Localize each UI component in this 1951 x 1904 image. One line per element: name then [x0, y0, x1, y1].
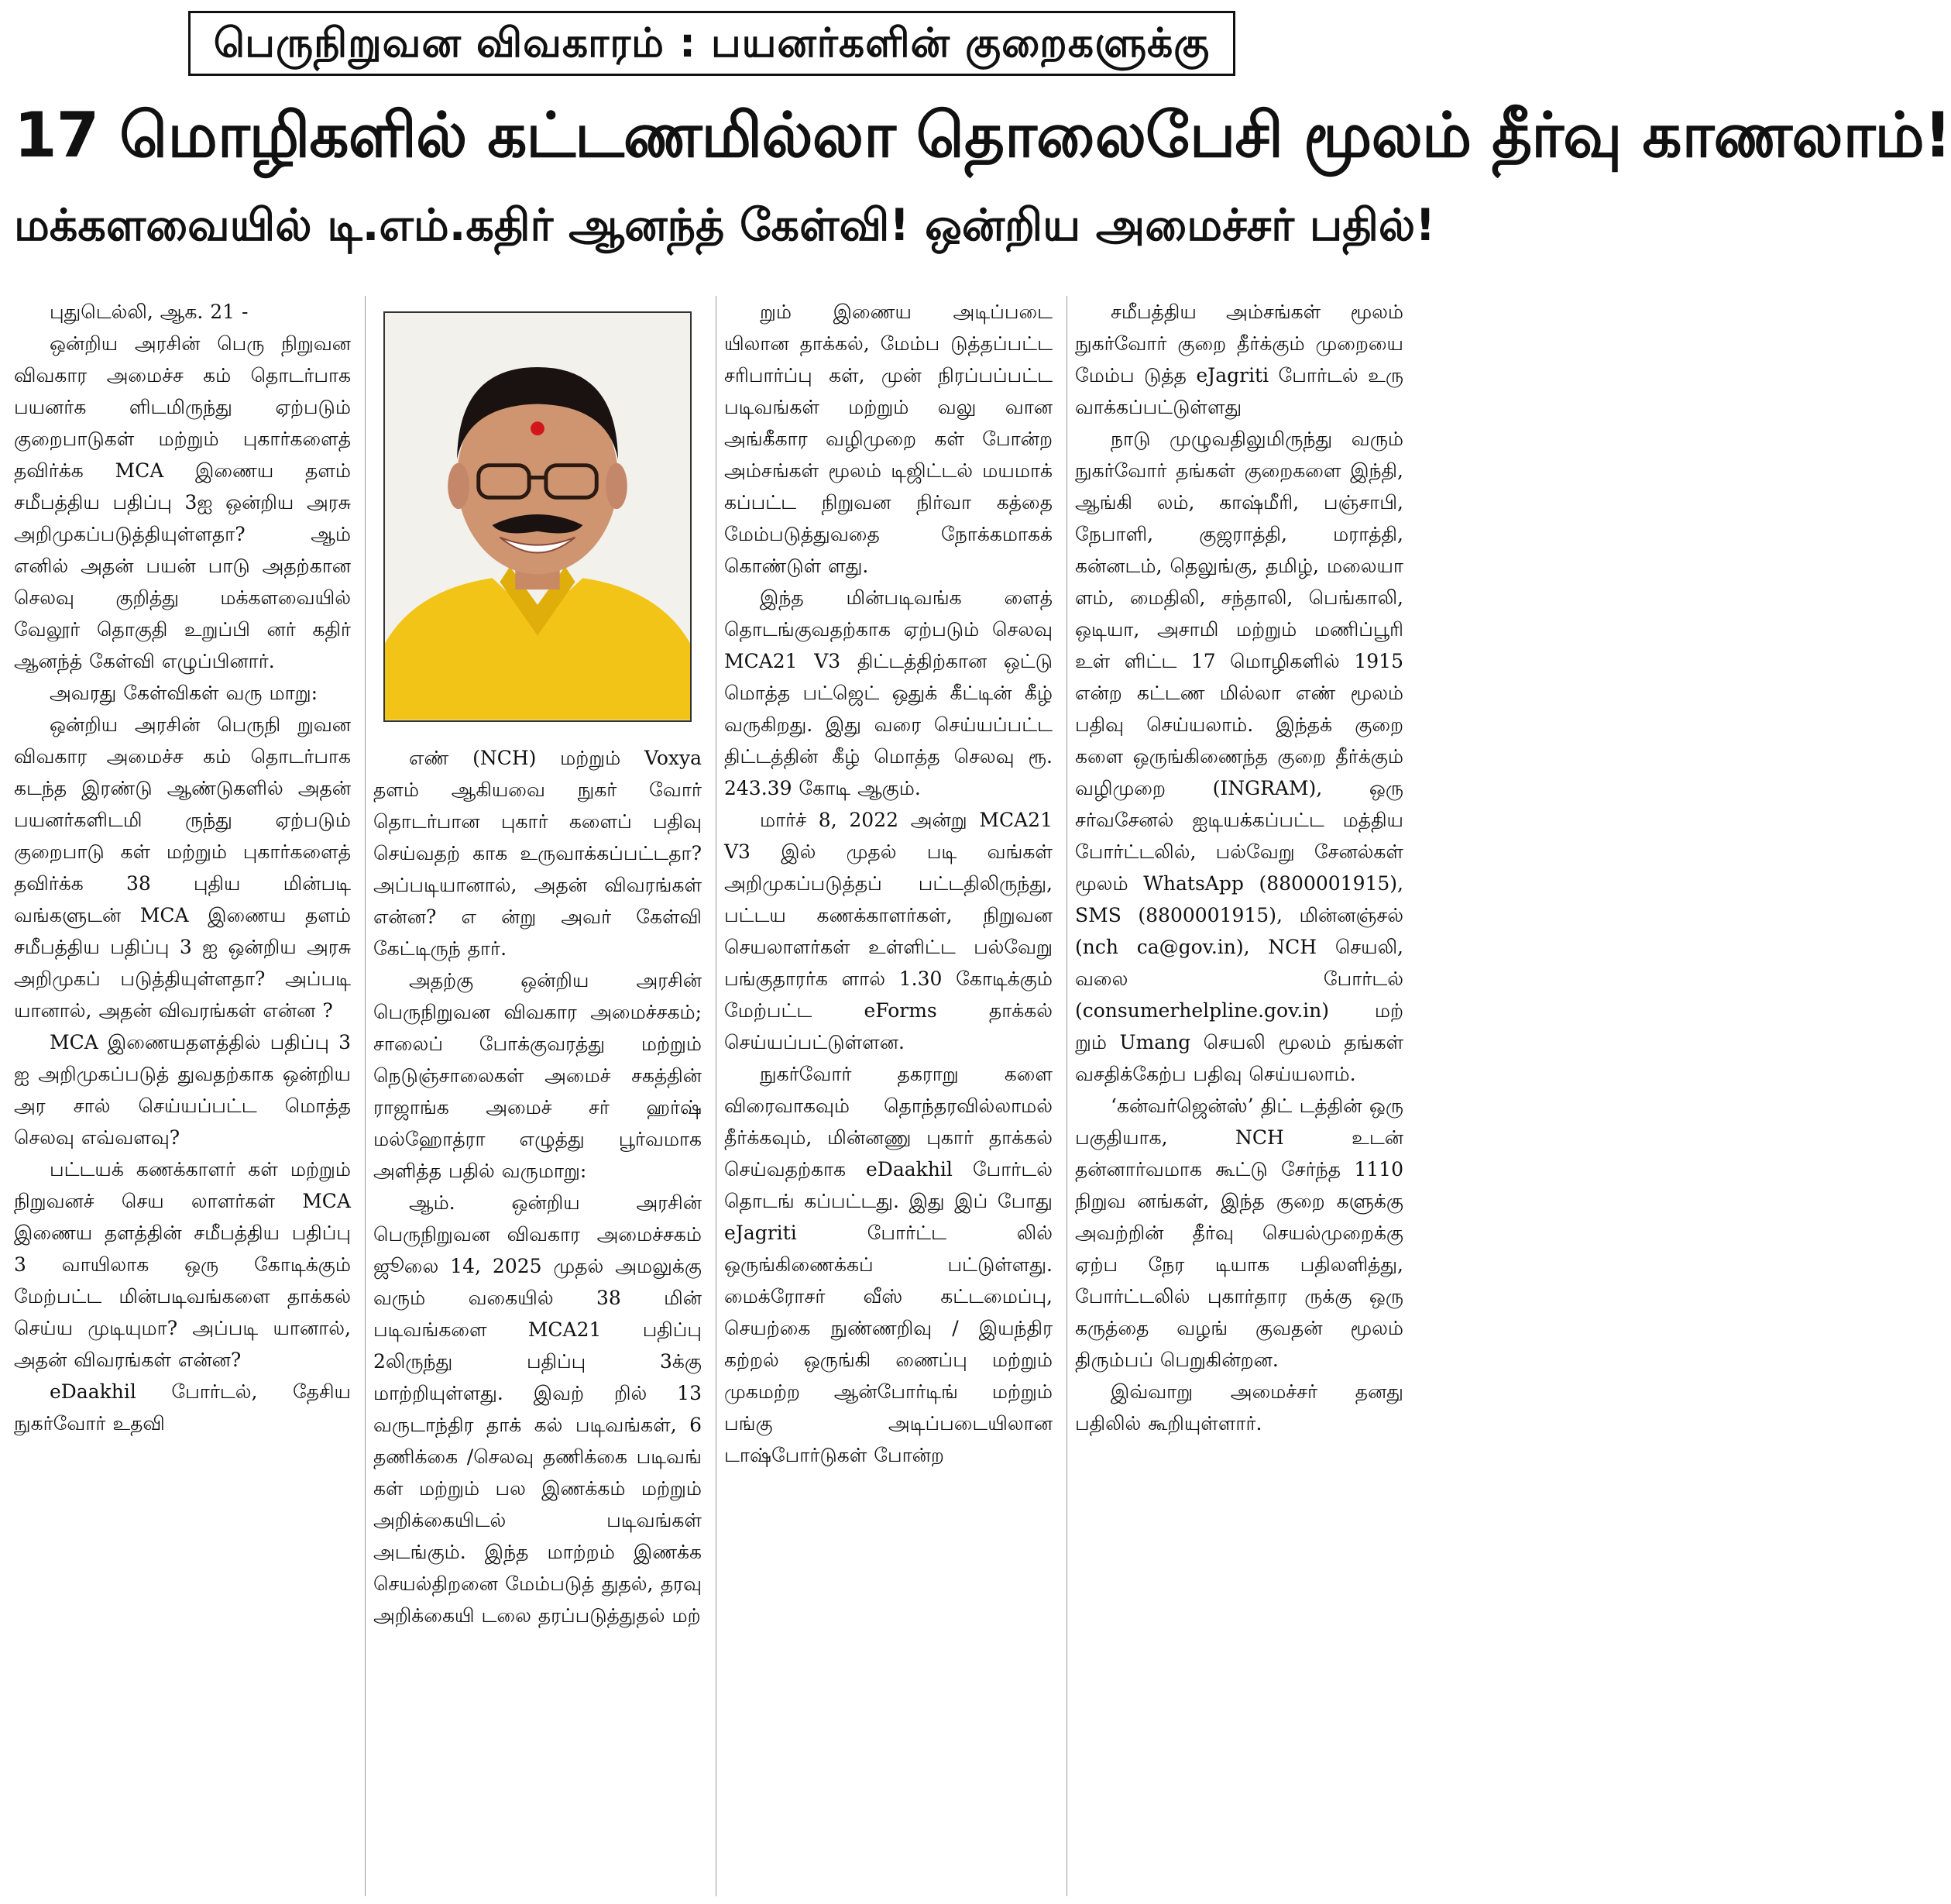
- article-paragraph: இவ்வாறு அமைச்சர் தனது பதிலில் கூறியுள்ளார்.: [1075, 1380, 1403, 1435]
- kicker-wrap: [14, 11, 1410, 82]
- article-paragraph: அதற்கு ஒன்றிய அரசின் பெருநிறுவன விவகார அமைச்சகம்; சாலைப் போக்குவரத்து மற்றும் நெடுஞ்சாலைகள் அமைச் சகத்தின் ராஜாங்க அமைச் சர் ஹர்ஷ் மல்ஹோத்ரா எழுத்து பூர்வமாக அளித்த பதில் வருமாறு:: [373, 969, 702, 1182]
- article-paragraph: ஆம். ஒன்றிய அரசின் பெருநிறுவன விவகார அமைச்சகம் ஜூலை 14, 2025 முதல் அமலுக்கு வரும் வகையில் 38 மின் படிவங்களை MCA21 பதிப்பு 2லிருந்து பதிப்பு 3க்கு மாற்றியுள்ளது. இவற் றில் 13 வருடாந்திர தாக் கல் படிவங்கள், 6 தணிக்கை /செலவு தணிக்கை படிவங் கள் மற்றும் பல இணக்கம் மற்றும் அறிக்கையிடல் படிவங்கள் அடங்கும். இந்த மாற்றம் இணக்க செயல்திறனை மேம்படுத் துதல், தரவு அறிக்கையி டலை தரப்படுத்துதல் மற்: [373, 1191, 702, 1627]
- article-paragraph: புதுடெல்லி, ஆக. 21 -: [50, 301, 249, 323]
- article-column-3: [716, 296, 1059, 1896]
- article-paragraph: ‘கன்வர்ஜென்ஸ்’ திட் டத்தின் ஒரு பகுதியாக, NCH உடன் தன்னார்வமாக கூட்டு சேர்ந்த 1110 நிறுவ னங்கள், இந்த குறை களுக்கு அவற்றின் தீர்வு செயல்முறைக்கு ஏற்ப நேர டியாக பதிலளித்து, போர்ட்டலில் புகார்தார ருக்கு ஒரு கருத்தை வழங் குவதன் மூலம் திரும்பப் பெறுகின்றன.: [1075, 1095, 1403, 1371]
- article-paragraph: மார்ச் 8, 2022 அன்று MCA21 V3 இல் முதல் படி வங்கள் அறிமுகப்படுத்தப் பட்டதிலிருந்து, பட்டய கணக்காளர்கள், நிறுவன செயலாளர்கள் உள்ளிட்ட பல்வேறு பங்குதாரர்க ளால் 1.30 கோடிக்கும் மேற்பட்ட eForms தாக்கல் செய்யப்பட்டுள்ளன.: [724, 809, 1053, 1053]
- article-paragraph: இந்த மின்படிவங்க ளைத் தொடங்குவதற்காக ஏற்படும் செலவு MCA21 V3 திட்டத்திற்கான ஒட்டு மொத்த பட்ஜெட் ஒதுக் கீட்டின் கீழ் வருகிறது. இது வரை செய்யப்பட்ட திட்டத்தின் கீழ் மொத்த செலவு ரூ. 243.39 கோடி ஆகும்.: [724, 586, 1053, 799]
- portrait-photo: [383, 311, 692, 722]
- article-column-1: [14, 296, 357, 1896]
- portrait-illustration: [385, 313, 690, 720]
- article-column-4: [1067, 296, 1410, 1896]
- article-paragraph: அவரது கேள்விகள் வரு மாறு:: [50, 682, 318, 704]
- article-paragraph: எண் (NCH) மற்றும் Voxya தளம் ஆகியவை நுகர் வோர் தொடர்பான புகார் களைப் பதிவு செய்வதற் காக உருவாக்கப்பட்டதா? அப்படியானால், அதன் விவரங்கள் என்ன? எ ன்று அவர் கேள்வி கேட்டிருந் தார்.: [373, 747, 702, 960]
- kicker-box: பெருநிறுவன விவகாரம் : பயனர்களின் குறைகளுக்கு: [188, 11, 1235, 76]
- article-paragraph: ஒன்றிய அரசின் பெரு நிறுவன விவகார அமைச்ச கம் தொடர்பாக பயனர்க ளிடமிருந்து ஏற்படும் குறைபாடுகள் மற்றும் புகார்களைத் தவிர்க்க MCA இணைய தளம் சமீபத்திய பதிப்பு 3ஐ ஒன்றிய அரசு அறிமுகப்படுத்தியுள்ளதா? ஆம் எனில் அதன் பயன் பாடு அதற்கான செலவு குறித்து மக்களவையில் வேலூர் தொகுதி உறுப்பி னர் கதிர் ஆனந்த் கேள்வி எழுப்பினார்.: [14, 332, 351, 672]
- article-paragraph: eDaakhil போர்டல், தேசிய நுகர்வோர் உதவி: [14, 1380, 351, 1435]
- article-paragraph: MCA இணையதளத்தில் பதிப்பு 3 ஐ அறிமுகப்படுத் துவதற்காக ஒன்றிய அர சால் செய்யப்பட்ட மொத்த செலவு எவ்வளவு?: [14, 1031, 351, 1149]
- article-column-2: [365, 296, 708, 1896]
- sub-headline: மக்களவையில் டி.எம்.கதிர் ஆனந்த் கேள்வி! ஒன்றிய அமைச்சர் பதில்!: [14, 200, 1436, 251]
- article-paragraph: பட்டயக் கணக்காளர் கள் மற்றும் நிறுவனச் செய லாளர்கள் MCA இணைய தளத்தின் சமீபத்திய பதிப்பு 3 வாயிலாக ஒரு கோடிக்கும் மேற்பட்ட மின்படிவங்களை தாக்கல் செய்ய முடியுமா? அப்படி யானால், அதன் விவரங்கள் என்ன?: [14, 1158, 351, 1371]
- article-columns: [14, 296, 1410, 1896]
- article-paragraph: நாடு முழுவதிலுமிருந்து வரும் நுகர்வோர் தங்கள் குறைகளை இந்தி, ஆங்கி லம், காஷ்மீரி, பஞ்சாபி, நேபாளி, குஜராத்தி, மராத்தி, கன்னடம், தெலுங்கு, தமிழ், மலையா ளம், மைதிலி, சந்தாலி, பெங்காலி, ஒடியா, அசாமி மற்றும் மணிப்பூரி உள் ளிட்ட 17 மொழிகளில் 1915 என்ற கட்டண மில்லா எண் மூலம் பதிவு செய்யலாம். இந்தக் குறை களை ஒருங்கிணைந்த குறை தீர்க்கும் வழிமுறை (INGRAM), ஒரு சர்வசேனல் ஐடியக்கப்பட்ட மத்திய போர்ட்டலில், பல்வேறு சேனல்கள் மூலம் WhatsApp (8800001915), SMS (8800001915), மின்னஞ்சல் (nch ca@gov.in), NCH செயலி, வலை போர்டல் (consumerhelpline.gov.in) மற் றும் Umang செயலி மூலம் தங்கள் வசதிக்கேற்ப பதிவு செய்யலாம்.: [1075, 428, 1403, 1085]
- article-paragraph: நுகர்வோர் தகராறு களை விரைவாகவும் தொந்தரவில்லாமல் தீர்க்கவும், மின்னணு புகார் தாக்கல் செய்வதற்காக eDaakhil போர்டல் தொடங் கப்பட்டது. இது இப் போது eJagriti போர்ட்ட லில் ஒருங்கிணைக்கப் பட்டுள்ளது. மைக்ரோசர் வீஸ் கட்டமைப்பு, செயற்கை நுண்ணறிவு / இயந்திர கற்றல் ஒருங்கி ணைப்பு மற்றும் முகமற்ற ஆன்போர்டிங் மற்றும் பங்கு அடிப்படையிலான டாஷ்போர்டுகள் போன்ற: [724, 1063, 1053, 1466]
- article-paragraph: றும் இணைய அடிப்படை யிலான தாக்கல், மேம்ப டுத்தப்பட்ட சரிபார்ப்பு கள், முன் நிரப்பப்பட்ட படிவங்கள் மற்றும் வலு வான அங்கீகார வழிமுறை கள் போன்ற அம்சங்கள் மூலம் டிஜிட்டல் மயமாக் கப்பட்ட நிறுவன நிர்வா கத்தை மேம்படுத்துவதை நோக்கமாகக் கொண்டுள் ளது.: [724, 301, 1053, 577]
- article-paragraph: ஒன்றிய அரசின் பெருநி றுவன விவகார அமைச்ச கம் தொடர்பாக கடந்த இரண்டு ஆண்டுகளில் அதன் பயனர்களிடமி ருந்து ஏற்படும் குறைபாடு கள் மற்றும் புகார்களைத் தவிர்க்க 38 புதிய மின்படி வங்களுடன் MCA இணைய தளம் சமீபத்திய பதிப்பு 3 ஐ ஒன்றிய அரசு அறிமுகப் படுத்தியுள்ளதா? அப்படி யானால், அதன் விவரங்கள் என்ன ?: [14, 713, 351, 1022]
- article-paragraph: சமீபத்திய அம்சங்கள் மூலம் நுகர்வோர் குறை தீர்க்கும் முறையை மேம்ப டுத்த eJagriti போர்டல் உரு வாக்கப்பட்டுள்ளது: [1075, 301, 1403, 418]
- main-headline: 17 மொழிகளில் கட்டணமில்லா தொலைபேசி மூலம் தீர்வு காணலாம்!: [14, 99, 1951, 171]
